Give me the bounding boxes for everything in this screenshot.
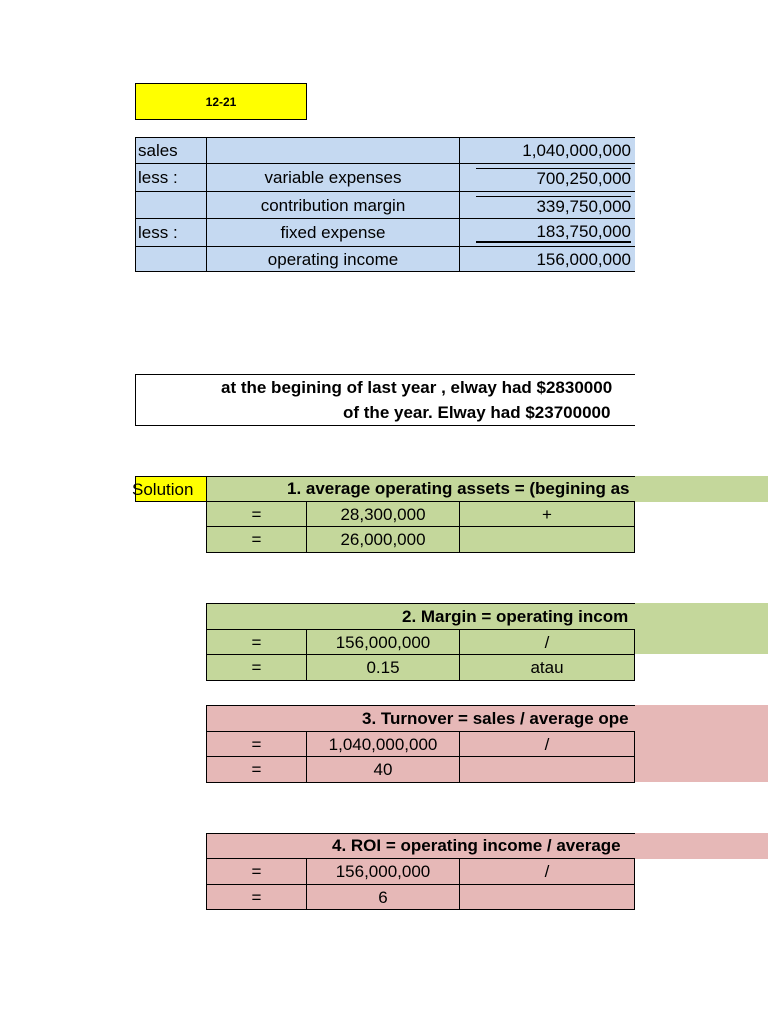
row-item <box>206 137 460 164</box>
row-label: less : <box>135 163 207 192</box>
row-item: contribution margin <box>206 191 460 219</box>
row-label <box>135 246 207 272</box>
solution-label: Solution <box>135 476 207 502</box>
section-header: 1. average operating assets = (begining as <box>206 476 635 502</box>
title-cell: 12-21 <box>135 83 307 120</box>
operator-cell: / <box>459 731 635 757</box>
value-cell: 6 <box>306 884 460 910</box>
problem-box <box>135 374 635 426</box>
row-label: sales <box>135 137 207 164</box>
eq-sign: = <box>206 654 307 681</box>
value-cell: 0.15 <box>306 654 460 681</box>
row-label: less : <box>135 218 207 247</box>
operator-cell: / <box>459 629 635 655</box>
row-amount <box>459 163 635 192</box>
value-cell: 156,000,000 <box>306 858 460 885</box>
value-cell: 1,040,000,000 <box>306 731 460 757</box>
row-amount: 156,000,000 <box>459 246 635 272</box>
eq-sign: = <box>206 526 307 553</box>
row-amount <box>459 191 635 219</box>
section-overflow-band <box>634 833 768 859</box>
section-overflow-band <box>634 705 768 782</box>
eq-sign: = <box>206 884 307 910</box>
eq-sign: = <box>206 731 307 757</box>
section-overflow-band <box>634 603 768 654</box>
operator-cell <box>459 756 635 783</box>
eq-sign: = <box>206 629 307 655</box>
value-cell: 26,000,000 <box>306 526 460 553</box>
operator-cell: / <box>459 858 635 885</box>
eq-sign: = <box>206 858 307 885</box>
eq-sign: = <box>206 756 307 783</box>
row-label <box>135 191 207 219</box>
row-item: operating income <box>206 246 460 272</box>
value-cell: 156,000,000 <box>306 629 460 655</box>
eq-sign: = <box>206 501 307 527</box>
row-item: fixed expense <box>206 218 460 247</box>
operator-cell <box>459 526 635 553</box>
section-header: 2. Margin = operating incom <box>206 603 635 630</box>
row-amount <box>459 218 635 247</box>
operator-cell: + <box>459 501 635 527</box>
operator-cell <box>459 884 635 910</box>
value-cell: 40 <box>306 756 460 783</box>
problem-line-1: at the begining of last year , elway had $2830000 <box>221 378 613 397</box>
problem-line-2: of the year. Elway had $23700000 <box>343 403 611 422</box>
value-cell: 28,300,000 <box>306 501 460 527</box>
amount-underlined: 183,750,000 <box>476 223 631 243</box>
section-header: 4. ROI = operating income / average <box>206 833 635 859</box>
amount-underlined: 339,750,000 <box>476 196 631 215</box>
row-amount: 1,040,000,000 <box>459 137 635 164</box>
operator-cell: atau <box>459 654 635 681</box>
row-item: variable expenses <box>206 163 460 192</box>
section-header: 3. Turnover = sales / average ope <box>206 705 635 732</box>
amount-underlined: 700,250,000 <box>476 168 631 187</box>
